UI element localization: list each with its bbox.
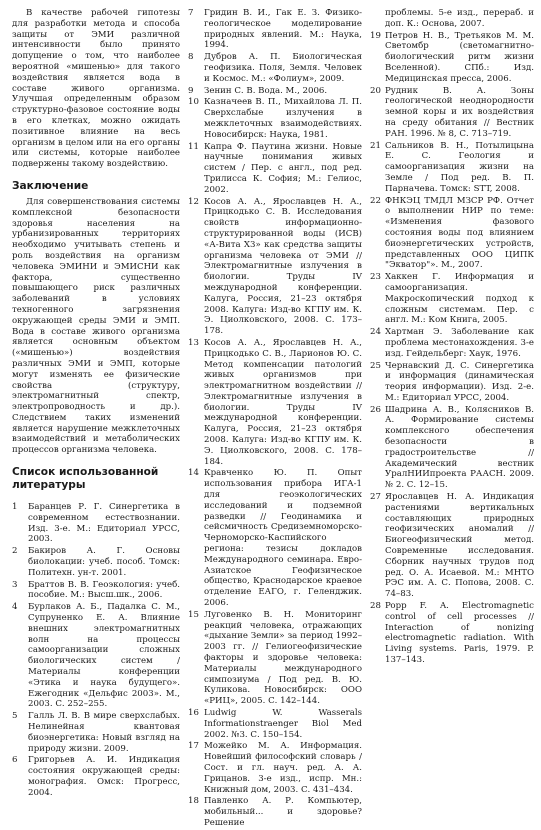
reference-text: Хартман Э. Заболевание как проблема местонахождения. 3-е изд. Гейдельберг: Хаук, 1976. bbox=[385, 327, 534, 359]
reference-number: 15 bbox=[188, 609, 199, 620]
reference-text: Хаккен Г. Информация и самоорганизация. Макроскопический подход к сложным системам. Пер. с англ. М.: Ком Книга, 2005. bbox=[385, 272, 534, 326]
reference-item bbox=[188, 468, 362, 608]
reference-number: 23 bbox=[370, 272, 381, 283]
reference-number: 7 bbox=[188, 8, 194, 18]
reference-text: Браттов В. В. Геоэкология: учеб. пособие. М.: Высш.шк., 2006. bbox=[28, 579, 180, 601]
column-middle bbox=[188, 8, 362, 830]
reference-text: Баранцев Р. Г. Синергетика в современном естествознании. Изд. 3-е. М.: Едиториал УРСС, 2003. bbox=[28, 502, 180, 545]
reference-item bbox=[12, 755, 180, 798]
reference-item bbox=[370, 361, 534, 404]
reference-text: Капра Ф. Паутина жизни. Новые научные понимания живых систем / Пер. с англ., под ред. Трилисса К. София; М.: Гелиос, 2002. bbox=[204, 141, 362, 195]
reference-text: Кравченко Ю. П. Опыт использования прибора ИГА-1 для геоэкологических исследований и подземной разведки // Геодинамика и сейсмичность Средиземноморско-Черноморско-Каспийского региона: тезисы докладов Международного семинара. Евро-Азиатское Геофизическое общество, Краснодарское краевое отделение ЕАГО, г. Геленджик. 2006. bbox=[204, 468, 362, 609]
reference-text: Шадрина А. В., Колясников В. А. Формирование системы комплексного обеспечения безопасности в градостроительстве // Академический вестник УралНИИпроекта РААСН. 2009. № 2. С. 12–15. bbox=[385, 404, 534, 491]
reference-number: 8 bbox=[188, 52, 194, 63]
reference-number: 26 bbox=[370, 404, 381, 415]
reference-number: 13 bbox=[188, 337, 199, 348]
reference-text: Косов А. А., Ярославцев Н. А., Прицкодько С. В., Ларионов Ю. С. Метод компенсации патологий живых организмов при электромагнитном воздействии // Электромагнитные излучения в биологии. Труды IV международной конференции. Калуга, Россия, 21–23 октября 2008. Калуга: Изд-во КГПУ им. К. Э. Циолковского, 2008. С. 178–184. bbox=[204, 337, 362, 467]
reference-text: проблемы. 5-е изд., перераб. и доп. К.: Основа, 2007. bbox=[385, 8, 534, 29]
reference-text: Чернавский Д. С. Синергетика и информация (динамическая теория информации). Изд. 2-е. М.: Едиториал УРСС, 2004. bbox=[385, 360, 534, 403]
reference-text: Дубров А. П. Биологическая геофизика. Поля, Земля. Человек и Космос. М.: «Фолиум», 2009. bbox=[204, 52, 362, 84]
reference-item bbox=[370, 31, 534, 85]
reference-number: 6 bbox=[12, 755, 18, 766]
reference-item bbox=[370, 272, 534, 326]
reference-item bbox=[188, 610, 362, 707]
reference-text: Казначеев В. П., Михайлова Л. П. Сверхслабые излучения в межклеточных взаимодействиях. Новосибирск: Наука, 1981. bbox=[204, 97, 362, 140]
reference-number: 22 bbox=[370, 195, 381, 206]
reference-item bbox=[188, 741, 362, 795]
reference-item bbox=[12, 502, 180, 545]
reference-item bbox=[188, 796, 362, 828]
reference-item bbox=[12, 546, 180, 578]
reference-number: 24 bbox=[370, 327, 381, 338]
reference-text: Ludwig W. Wasserals Informationstraenger Biol Med 2002. №3. С. 150–154. bbox=[204, 708, 362, 740]
reference-text: Петров Н. В., Третьяков М. М. Светомбр (светомагнитно-биологический ритм жизни Вселенной). СПб.: Изд. Медицинская пресса, 2006. bbox=[385, 30, 534, 84]
reference-number: 16 bbox=[188, 708, 199, 718]
reference-item bbox=[188, 97, 362, 140]
reference-item bbox=[188, 708, 362, 740]
reference-item bbox=[370, 601, 534, 666]
conclusion-paragraph: Для совершенствования системы комплексной безопасности здоровья населения на урбанизированных территориях необходимо учитывать степень и роль воздействия на организм человека ЭМИНИ и ЭМИСНИ как фактора, существенно повышающего риск различных заболеваний в условиях техногенного загрязнения окружающей среды ЭМИ и ЭМП. Вода в составе живого организма является основным объектом («мишенью») воздействия различных ЭМИ и ЭМП, которые могут изменять ее физические свойства (структуру, электромагнитный спектр, электропроводность и др.). Следствием таких изменений является нарушение межклеточных взаимодействий и метаболических процессов организма человека. bbox=[12, 196, 180, 456]
reference-text: Косов А. А., Ярославцев Н. А., Прицкодько С. В. Исследования свойств информационно-структурированной воды (ИСВ) «А-Вита Х3» как средства защиты организма человека от ЭМИ // Электромагнитные излучения в биологии. Труды IV международной конференции. Калуга, Россия, 21–23 октября 2008. Калуга: Изд-во КГПУ им. К. Э. Циолковского, 2008. С. 173–178. bbox=[204, 196, 362, 337]
reference-number: 19 bbox=[370, 30, 381, 41]
reference-text: Галль Л. В. В мире сверхслабых. Нелинейная квантовая биоэнергетика: Новый взгляд на природу жизни. 2009. bbox=[28, 711, 180, 754]
reference-item bbox=[188, 86, 362, 97]
reference-text: ФНКЭЦ ТМДЛ МЗСР РФ. Отчет о выполнении НИР по теме: «Изменения фазового состояния воды под влиянием биоэнергетических устройств, представленных ООО ЦИПК "Экватор"». М., 2007. bbox=[385, 195, 534, 271]
reference-number: 2 bbox=[12, 546, 18, 557]
reference-text: Павленко А. Р. Компьютер, мобильный... и здоровье? Решение bbox=[204, 796, 362, 828]
reference-number: 18 bbox=[188, 796, 199, 807]
reference-item bbox=[370, 86, 534, 140]
reference-item bbox=[12, 602, 180, 710]
reference-text: Луговенко В. Н. Мониторинг реакций человека, отражающих «дыхание Земли» за период 1992–2003 гг. // Гелиогеофизические факторы и здоровье человека: Материалы международного симпозиума / Под ред. В. Ю. Куликова. Новосибирск: ООО «РИЦ», 2005. С. 142–144. bbox=[204, 609, 362, 707]
reference-number: 21 bbox=[370, 140, 381, 151]
conclusion-heading: Заключение bbox=[12, 179, 89, 192]
reference-text: Можейко М. А. Информация. Новейший философский словарь / Сост. и гл. науч. ред. А. А. Грицанов. 3-е изд., испр. Мн.: Книжный дом, 2003. С. 431–434. bbox=[204, 741, 362, 795]
reference-item bbox=[370, 405, 534, 491]
reference-item bbox=[370, 141, 534, 195]
reference-number: 10 bbox=[188, 97, 199, 108]
reference-item bbox=[188, 8, 362, 51]
reference-item bbox=[370, 492, 534, 600]
reference-text: Ярославцев Н. А. Индикация растениями вертикальных составляющих природных геофизических аномалий // Биогеофизический метод. Современные исследования. Сборник научных трудов под ред. О. А. Исаевой. М.: МНТО РЭС им. А. С. Попова, 2008. С. 74–83. bbox=[385, 492, 534, 600]
reference-number: 27 bbox=[370, 492, 381, 503]
reference-number: 14 bbox=[188, 468, 199, 479]
reference-item bbox=[188, 52, 362, 84]
reference-number: 1 bbox=[12, 502, 18, 513]
reference-text: Гридин В. И., Гак Е. З. Физико-геологическое моделирование природных явлений. М.: Наука, 1994. bbox=[204, 8, 362, 51]
reference-number: 25 bbox=[370, 360, 381, 371]
references-heading: Список использованной литературы bbox=[12, 466, 159, 492]
reference-item bbox=[188, 338, 362, 468]
reference-item bbox=[370, 196, 534, 272]
reference-number: 5 bbox=[12, 711, 18, 722]
reference-continuation bbox=[370, 8, 534, 30]
reference-number: 3 bbox=[12, 579, 18, 590]
reference-number: 17 bbox=[188, 741, 199, 752]
intro-paragraph: В качестве рабочей гипотезы для разработки метода и способа защиты от ЭМИ различной интенсивности было принято допущение о том, что наиболее вероятной «мишенью» для такого воздействия является вода в составе живого организма. Улучшая определенным образом структурно-фазовое состояние воды в его клетках, можно ожидать позитивное влияние на весь организм в целом или на его органы или системы, которые наиболее подвержены такому воздействию. bbox=[12, 8, 180, 170]
reference-item bbox=[12, 580, 180, 602]
reference-text: Popp F. A. Electromagnetic control of cell processes // Interaction of nonizing electromagnetic radiation. With Living systems. Paris, 1979. P. 137–143. bbox=[385, 601, 534, 666]
reference-number: 20 bbox=[370, 85, 381, 96]
column-left bbox=[12, 8, 180, 800]
reference-number: 12 bbox=[188, 196, 199, 207]
reference-item bbox=[188, 197, 362, 337]
reference-text: Сальников В. Н., Потылицына Е. С. Геология и самоорганизация жизни на Земле / Под ред. В. П. Парначева. Томск: STT, 2008. bbox=[385, 140, 534, 194]
reference-text: Рудник В. А. Зоны геологической неоднородности земной коры и их воздействия на среду обитания // Вестник РАН. 1996. № 8, С. 713–719. bbox=[385, 85, 534, 139]
column-right bbox=[370, 8, 534, 667]
reference-text: Зенин С. В. Вода. М., 2006. bbox=[204, 85, 328, 96]
reference-number: 4 bbox=[12, 602, 18, 613]
reference-item bbox=[12, 711, 180, 754]
reference-number: 28 bbox=[370, 601, 381, 612]
reference-item bbox=[188, 142, 362, 196]
reference-item bbox=[370, 327, 534, 359]
reference-text: Григорьев А. И. Индикация состояния окружающей среды: монография. Омск: Прогресс, 2004. bbox=[28, 755, 180, 798]
reference-number: 11 bbox=[188, 141, 199, 152]
reference-text: Бурлаков А. Б., Падалка С. М., Супруненко Е. А. Влияние внешних электромагнитных волн на процессы самоорганизации сложных биологических систем / Материалы конференции «Этика и наука будущего». Ежегодник «Дельфис 2003». М., 2003. С. 252–255. bbox=[28, 602, 180, 710]
reference-text: Бакиров А. Г. Основы биолокации: учеб. пособ. Томск: Политехн. ун-т. 2001. bbox=[28, 546, 180, 578]
reference-number: 9 bbox=[188, 85, 194, 96]
